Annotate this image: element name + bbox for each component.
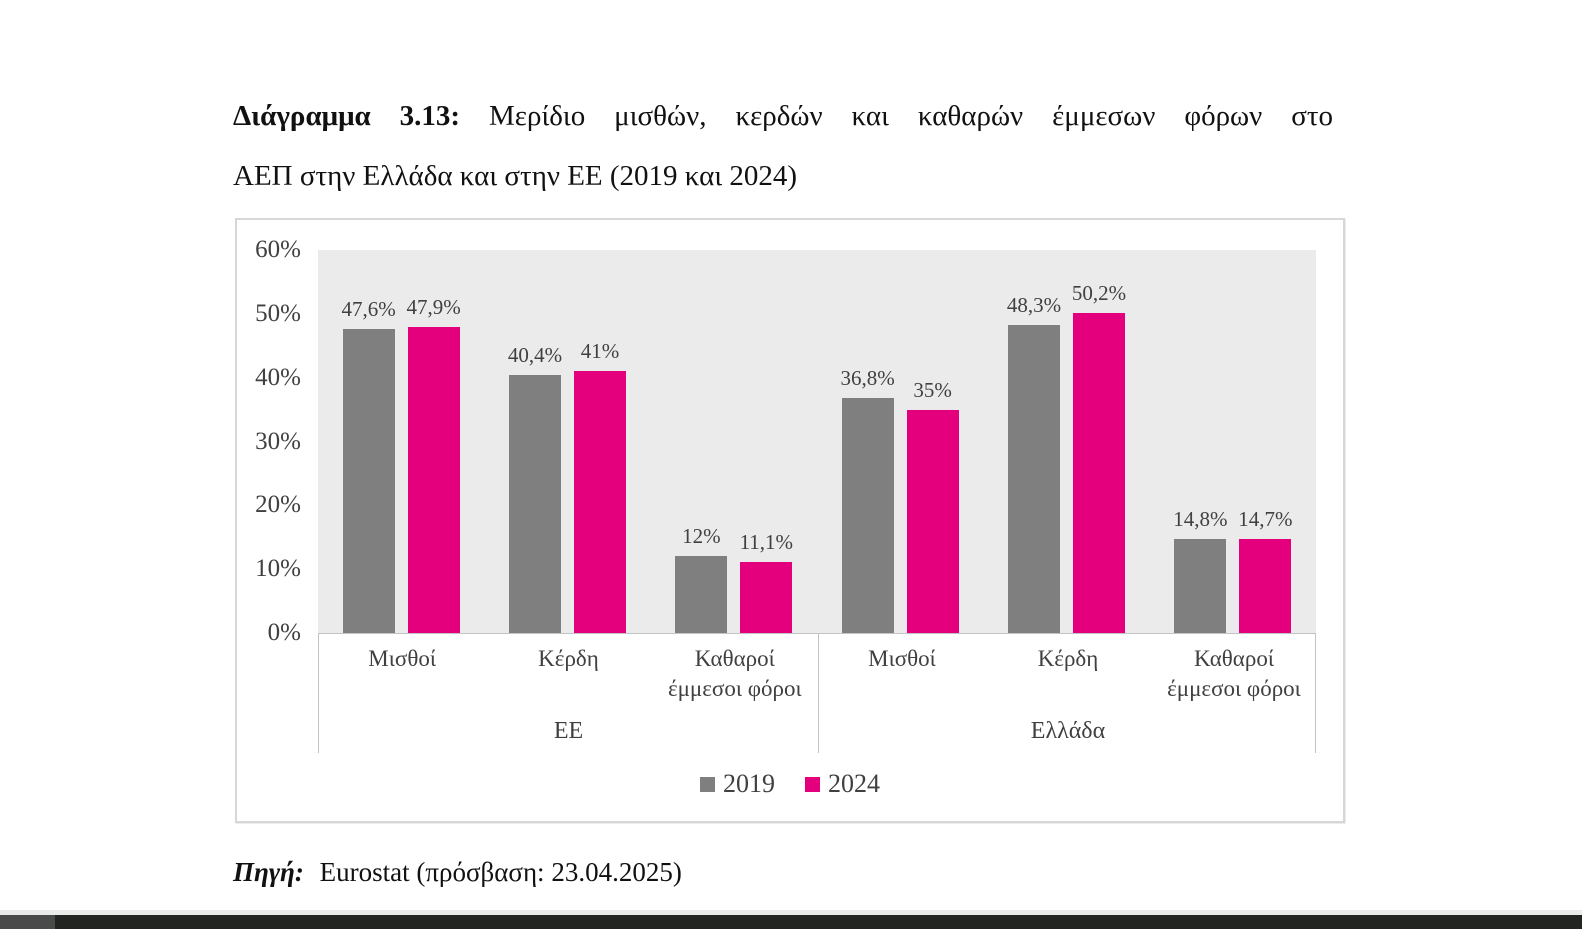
- legend: [237, 769, 1343, 799]
- y-tick-label: 20%: [255, 491, 301, 519]
- window-bottom-bar: [0, 915, 1582, 929]
- bar-value-label: 14,8%: [1173, 506, 1228, 531]
- category-label: Καθαροί έμμεσοι φόροι: [1167, 646, 1301, 701]
- figure-caption: [233, 86, 1333, 206]
- bar-2024: [408, 327, 460, 633]
- legend-item-2024: [805, 769, 880, 799]
- chart-box: [235, 218, 1345, 823]
- bar-value-label: 47,6%: [341, 297, 396, 322]
- y-axis: [237, 236, 301, 646]
- category-label: Κέρδη: [538, 646, 599, 671]
- source-note: [233, 857, 682, 888]
- window-bottom-bar-corner: [0, 915, 55, 929]
- bar-value-label: 48,3%: [1006, 292, 1062, 317]
- source-label: Πηγή:: [233, 857, 304, 887]
- bar-2024: [740, 562, 792, 633]
- x-group-ΕΕ: [319, 634, 818, 753]
- figure-caption-line-2: ΑΕΠ στην Ελλάδα και στην ΕΕ (2019 και 2024): [233, 160, 798, 192]
- bar-2019: [842, 398, 894, 633]
- legend-item-2019: [700, 769, 775, 799]
- category-cell: [983, 250, 1149, 633]
- bar-value-label: 14,7%: [1238, 507, 1293, 532]
- bar-2019: [1174, 539, 1226, 633]
- source-text: Eurostat (πρόσβαση: 23.04.2025): [319, 857, 682, 887]
- bar-value-label: 35%: [913, 377, 952, 402]
- bar-value-label: 12%: [682, 524, 721, 549]
- category-label: Καθαροί έμμεσοι φόροι: [667, 646, 802, 701]
- figure-caption-number: Διάγραμμα 3.13:: [233, 100, 461, 132]
- bar-2024: [907, 410, 959, 633]
- bar-value-label: 40,4%: [507, 343, 563, 368]
- category-cell: [1150, 250, 1316, 633]
- y-tick-label: 50%: [255, 299, 301, 327]
- legend-label: 2024: [828, 769, 880, 798]
- y-tick-label: 10%: [255, 555, 301, 583]
- legend-swatch-icon: [805, 777, 820, 792]
- category-cell: [817, 250, 983, 633]
- y-tick-label: 60%: [255, 236, 301, 263]
- category-labels-row: [319, 644, 818, 704]
- y-tick-label: 40%: [255, 363, 301, 391]
- bar-2024: [1073, 313, 1125, 633]
- legend-label: 2019: [723, 769, 775, 798]
- bar-2024: [574, 371, 626, 633]
- category-label: Μισθοί: [368, 646, 437, 671]
- group-label: ΕΕ: [553, 718, 584, 744]
- category-labels-row: [819, 644, 1317, 704]
- bar-2019: [675, 556, 727, 633]
- category-label: Κέρδη: [1037, 646, 1099, 671]
- bar-value-label: 50,2%: [1071, 280, 1127, 305]
- bar-2024: [1239, 539, 1291, 633]
- group-label: Ελλάδα: [1030, 718, 1106, 744]
- legend-swatch-icon: [700, 777, 715, 792]
- category-cell: [318, 250, 484, 633]
- plot-area: [318, 250, 1316, 633]
- bar-2019: [343, 329, 395, 633]
- x-group-Ελλάδα: [818, 634, 1317, 753]
- y-tick-label: 30%: [255, 427, 301, 455]
- bar-2019: [509, 375, 561, 633]
- bar-value-label: 11,1%: [739, 530, 794, 555]
- bar-value-label: 47,9%: [406, 295, 461, 320]
- bar-value-label: 41%: [580, 339, 620, 364]
- figure-caption-line-1: [233, 86, 1333, 146]
- bar-2019: [1008, 325, 1060, 633]
- x-axis-labels: [318, 633, 1316, 753]
- category-label: Μισθοί: [868, 646, 936, 671]
- category-cell: [651, 250, 817, 633]
- y-tick-label: 0%: [267, 619, 301, 646]
- category-cell: [484, 250, 650, 633]
- figure-caption-text: Μερίδιο μισθών, κερδών και καθαρών έμμεσων φόρων στο: [489, 100, 1333, 132]
- bar-value-label: 36,8%: [840, 366, 895, 391]
